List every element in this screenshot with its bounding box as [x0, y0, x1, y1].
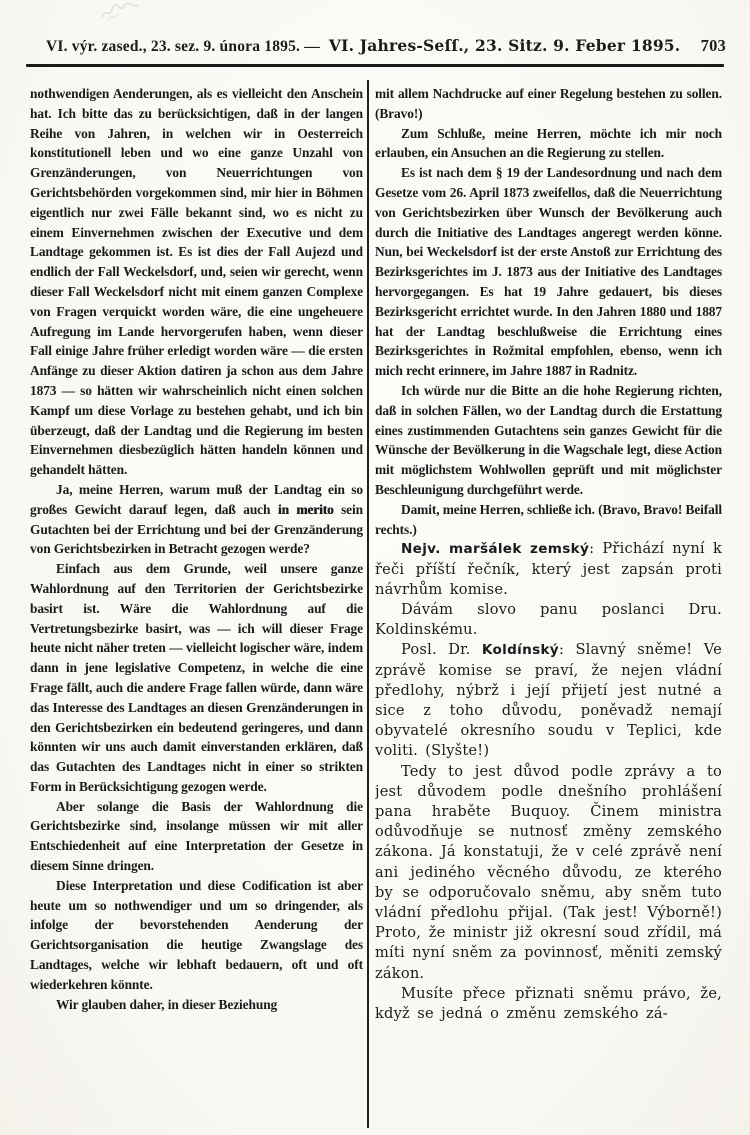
speaker-name: Nejv. maršálek zemský: [401, 541, 590, 558]
paragraph: [375, 640, 722, 761]
paragraph: [375, 539, 722, 600]
page-number: 703: [700, 36, 726, 55]
text-run: Wir glauben daher, in dieser Beziehung: [56, 996, 278, 1012]
text-run: Es ist nach dem § 19 der Landesordnung und nach dem Gesetze vom 26. April 1873 zweifellos, daß die Neuerrichtung von Gerichtsbezirken über Wunsch der Bevölkerung auch durch die Initiative des Landtages angeregt werden könne. Nun, bei Weckelsdorf ist der erste Anstoß zur Errichtung des Bezirksgerichtes im J. 1873 aus der Initiative des Landtages hervorgegangen. Es hat 19 Jahre gedauert, bis dieses Bezirksgericht errichtet wurde. In den Jahren 1880 und 1887 hat der Landtag beschlußweise die Errichtung eines Bezirksgerichtes in Rožmital empfohlen, ebenso, wenn ich mich recht erinnere, im Jahre 1887 in Radnitz.: [375, 165, 722, 379]
smudge-mark-icon: [97, 0, 144, 25]
text-run: Ja, meine Herren, warum muß der Landtag ein so großes Gewicht darauf legen, daß auch: [30, 481, 363, 517]
paragraph: [30, 480, 363, 559]
text-run: sein Gutachten bei der Errichtung und bei der Grenzänderung von Gerichtsbezirken in Betracht gezogen werde?: [30, 501, 363, 557]
paragraph: [375, 84, 722, 124]
text-run: : Slavný sněme! Ve zprávě komise se praví, že nejen vládní předlohy, nýbrž i její přijetí jest nutné a sice z toho důvodu, poněvadž nemají obyvatelé okresního soudu v Teplici, kde voliti. (Slyšte!): [375, 641, 722, 760]
paragraph: [375, 124, 722, 164]
paragraph: [375, 500, 722, 540]
speaker-name: Koldínský: [481, 642, 559, 659]
text-run: Zum Schluße, meine Herren, möchte ich mir noch erlauben, ein Ansuchen an die Regierung zu stellen.: [375, 125, 722, 161]
paragraph: [375, 600, 722, 640]
text-run: mit allem Nachdrucke auf einer Regelung bestehen zu sollen. (Bravo!): [375, 86, 722, 121]
text-run: Diese Interpretation und diese Codification ist aber heute um so nothwendiger und um so dringender, als infolge der bevorstehenden Aenderung der Gerichtsorganisation die heutige Zwangslage des Landtages, welche wir lebhaft bedauern, oft und oft wiederkehren könnte.: [30, 877, 363, 992]
text-run: Aber solange die Basis der Wahlordnung die Gerichtsbezirke sind, insolange müssen wir mit aller Entschiedenheit auf eine Interpretation der Gesetze in diesem Sinne dringen.: [30, 798, 363, 874]
text-block: [30, 80, 722, 1128]
right-column: [375, 84, 722, 1128]
text-run: nothwendigen Aenderungen, als es vielleicht den Anschein hat. Ich bitte das zu berücksichtigen, daß in der langen Reihe von Jahren, in welchen wir in Oesterreich konstitutionell leben und wo eine ganze Unzahl von Grenzänderungen, von Neuerrichtungen von Gerichtsbehörden vorgekommen sind, mir hier in Böhmen eigentlich nur zwei Fälle bekannt sind, wo es nicht zu einem Einvernehmen zwischen der Executive und dem Landtage gekommen ist. Es ist dies der Fall Aujezd und endlich der Fall Weckelsdorf, und, seien wir gerecht, wenn dieser Fall Weckelsdorf nicht mit einem ganzen Complexe von Fragen verquickt worden wäre, die eine ungeheuere Aufregung im Lande hervorgerufen haben, wenn dieser Fall einige Jahre früher erledigt worden wäre — die ersten Anfänge zu dieser Aktion datiren ja schon aus dem Jahre 1873 — so hätten wir wahrscheinlich nicht einen solchen Kampf um diese Vorlage zu bestehen gehabt, und ich bin überzeugt, daß der Landtag und die Regierung im besten Einvernehmen diesbezüglich hätten handeln können und gehandelt hätten.: [30, 86, 363, 478]
paragraph: [30, 995, 363, 1015]
emphasis-latin: in merito: [277, 501, 334, 517]
paragraph: [30, 797, 363, 876]
text-run: Posl. Dr.: [401, 641, 482, 659]
paragraph: [375, 762, 722, 984]
scan-smudge-artifact: [97, 0, 144, 25]
session-label-czech: VI. výr. zased., 23. sez. 9. února 1895. —: [46, 38, 320, 55]
left-column: [30, 84, 363, 1128]
text-run: Einfach aus dem Grunde, weil unsere ganze Wahlordnung auf den Territorien der Gerichtsbezirke basirt ist. Wäre die Wahlordnung auf die Vertretungsbezirke basirt, was — ich will dieser Frage heute nicht näher treten — vielleicht logischer wäre, indem dann in jene legislative Competenz, in welche die eine Frage fällt, auch die andere Frage fallen würde, dann wäre das Interesse des Landtages an diesen Grenzänderungen in den Gerichtsbezirken ein bedeutend geringeres, und dann könnten wir uns auch damit einverstanden erklären, daß das Gutachten des Landtages nicht in einer so strikten Form in Berücksichtigung gezogen werde.: [30, 561, 363, 794]
text-run: Dávám slovo panu poslanci Dru. Koldinskému.: [375, 600, 722, 639]
text-run: : Přichází nyní k řeči příští řečník, který jest zapsán proti návrhům komise.: [375, 540, 722, 598]
paragraph: [30, 559, 363, 797]
text-run: Musíte přece přiznati sněmu právo, že, když se jedná o změnu zemského zá-: [375, 984, 722, 1022]
text-run: Tedy to jest důvod podle zprávy a to jest důvodem podle dnešního prohlášení pana hraběte Buquoy. Činem ministra odůvodňuje se nutnosť změny zemského zákona. Já konstatuji, že v celé zprávě není ani jediného věcného důvodu, ze kterého by se odporučovalo sněmu, aby sněm tuto vládní předlohu přijal. (Tak jest! Výborně!) Proto, že ministr již okresní soud zřídil, má míti nyní sněm za povinnosť, měniti zemský zákon.: [375, 762, 722, 982]
session-label-german: VI. Jahres-Seſſ., 23. Sitz. 9. Feber 1895.: [328, 36, 681, 55]
text-run: Damit, meine Herren, schließe ich. (Bravo, Bravo! Beifall rechts.): [375, 501, 722, 537]
text-run: Ich würde nur die Bitte an die hohe Regierung richten, daß in solchen Fällen, wo der Landtag durch die Erstattung eines zustimmenden Gutachtens sein ganzes Gewicht für die Wünsche der Bevölkerung in die Wagschale legt, diese Action mit möglichstem Wohlwollen geprüft und mit möglichster Beschleunigung durchgeführt werde.: [375, 382, 722, 497]
paragraph: [30, 84, 363, 480]
header-rule: [26, 64, 724, 67]
paragraph: [375, 163, 722, 381]
column-divider-rule: [367, 80, 369, 1128]
paragraph: [375, 381, 722, 500]
running-head: [46, 36, 726, 56]
paragraph: [375, 984, 722, 1024]
paragraph: [30, 876, 363, 995]
